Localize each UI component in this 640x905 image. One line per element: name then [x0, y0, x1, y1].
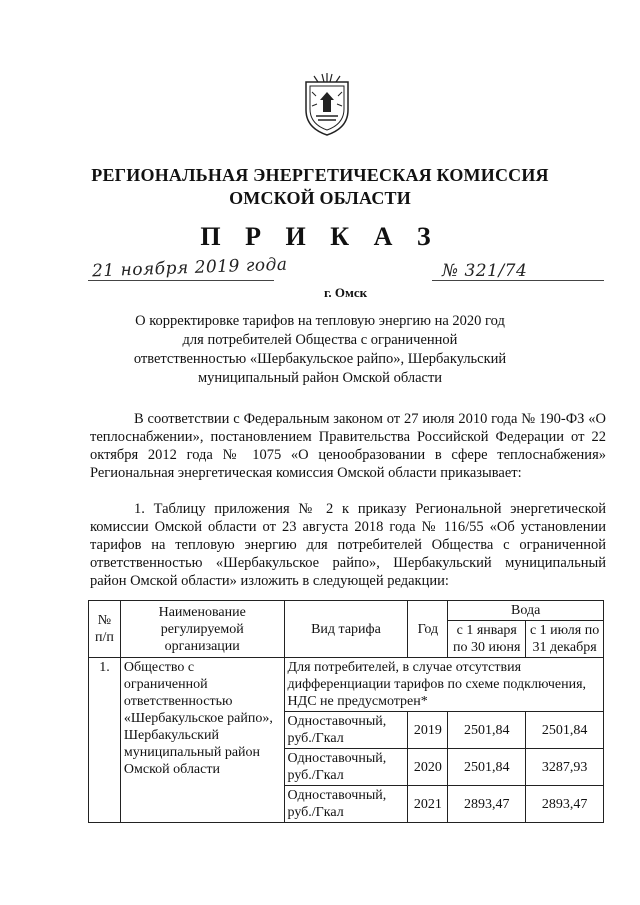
body-paragraph-2: 1. Таблицу приложения № 2 к приказу Региональной энергетической комиссии Омской области от 23 августа 2018 года № 116/55 «Об установлении тарифов на тепловую энергию для потребителей Общества с ограниченной ответственностью «Шербакульское райпо», Шербакульский муниципальный район Омской области» изложить в следующей редакции: — [90, 501, 606, 589]
coat-of-arms-icon — [300, 72, 354, 138]
header-period-2: с 1 июля по 31 декабря — [526, 621, 604, 658]
handwritten-date: 21 ноября 2019 года — [91, 254, 288, 282]
value-cell-period-1: 2501,84 — [448, 749, 526, 786]
table-row — [89, 658, 604, 712]
header-org: Наименование регулируемой организации — [120, 601, 284, 658]
value-cell-period-2: 2893,47 — [526, 786, 604, 823]
org-name-cell: Общество с ограниченной ответственностью «Шербакульское райпо», Шербакульский муниципальный район Омской области — [120, 658, 284, 823]
tariff-type-cell: Одноставочный, руб./Гкал — [284, 786, 408, 823]
header-num: № п/п — [89, 601, 121, 658]
number-underline — [432, 280, 604, 281]
org-title-line2: ОМСКОЙ ОБЛАСТИ — [229, 188, 411, 208]
city-label: г. Омск — [324, 285, 368, 300]
body-paragraph-1: В соответствии с Федеральным законом от 27 июля 2010 года № 190-ФЗ «О теплоснабжении», постановлением Правительства Российской Федерации от 22 октября 2012 года № 1075 «О ценообразовании в сфере теплоснабжения» Региональная энергетическая комиссия Омской области приказывает: — [90, 411, 606, 481]
header-period-1: с 1 января по 30 июня — [448, 621, 526, 658]
date-underline — [88, 280, 274, 281]
header-year: Год — [408, 601, 448, 658]
tariff-table — [88, 600, 604, 823]
year-cell: 2019 — [408, 712, 448, 749]
section-note: Для потребителей, в случае отсутствия дифференциации тарифов по схеме подключения, НДС не предусмотрен* — [284, 658, 603, 712]
org-title-line1: РЕГИОНАЛЬНАЯ ЭНЕРГЕТИЧЕСКАЯ КОМИССИЯ — [91, 165, 549, 185]
handwritten-number: № 321/74 — [442, 261, 528, 281]
doc-type-title: П Р И К А З — [200, 222, 440, 251]
value-cell-period-1: 2501,84 — [448, 712, 526, 749]
year-cell: 2021 — [408, 786, 448, 823]
value-cell-period-2: 3287,93 — [526, 749, 604, 786]
row-number: 1. — [89, 658, 121, 823]
header-water-group: Вода — [448, 601, 604, 621]
tariff-type-cell: Одноставочный, руб./Гкал — [284, 749, 408, 786]
value-cell-period-1: 2893,47 — [448, 786, 526, 823]
header-tariff-type: Вид тарифа — [284, 601, 408, 658]
value-cell-period-2: 2501,84 — [526, 712, 604, 749]
tariff-type-cell: Одноставочный, руб./Гкал — [284, 712, 408, 749]
order-subject: О корректировке тарифов на тепловую энергию на 2020 год для потребителей Общества с ограниченной ответственностью «Шербакульское райпо», Шербакульский муниципальный район Омской области — [133, 313, 507, 386]
year-cell: 2020 — [408, 749, 448, 786]
